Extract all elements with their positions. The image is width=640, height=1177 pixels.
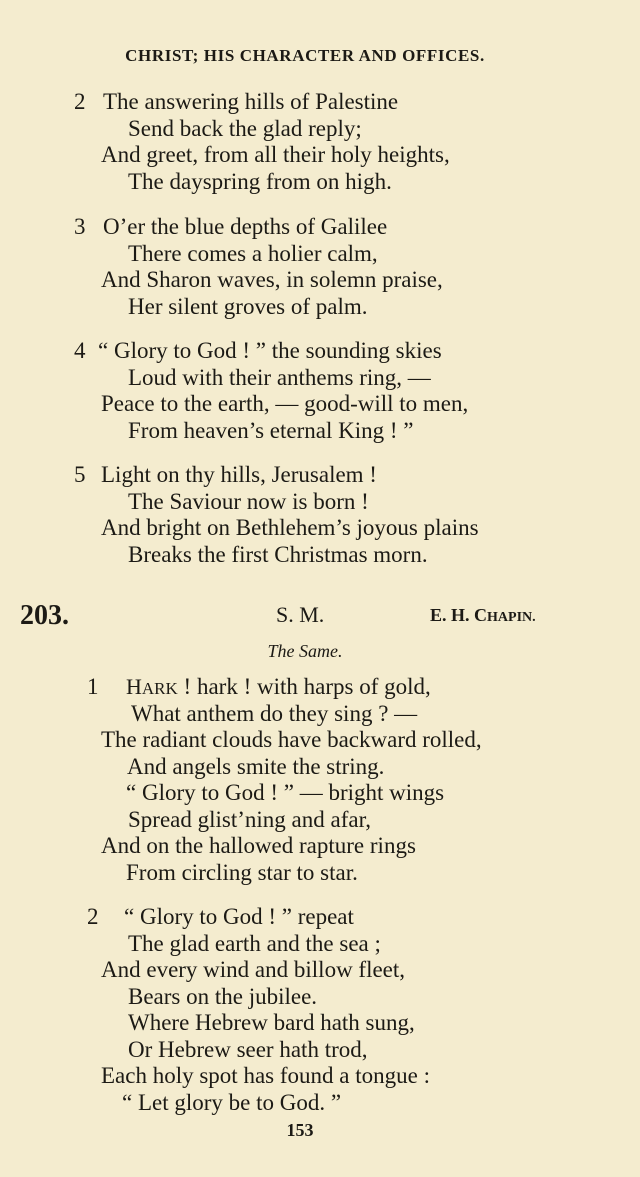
verse-line: “ Glory to God ! ” repeat (124, 904, 354, 929)
stanza-4-previous (0, 338, 640, 444)
stanza-number: 3 (74, 214, 86, 239)
verse-line: Breaks the first Christmas morn. (128, 541, 428, 567)
first-word-initial: H (126, 674, 142, 699)
verse-line: There comes a holier calm, (128, 240, 378, 266)
verse-line: The Saviour now is born ! (128, 488, 369, 514)
verse-line: Her silent groves of palm. (128, 293, 368, 319)
stanza-number: 5 (74, 462, 86, 487)
verse-line: From heaven’s eternal King ! ” (128, 417, 414, 443)
stanza-line (0, 89, 640, 116)
author-initials: E. H. (430, 605, 470, 625)
verse-line: And Sharon waves, in solemn praise, (101, 267, 443, 292)
verse-line: And greet, from all their holy heights, (101, 142, 450, 167)
verse-line: “ Let glory be to God. ” (122, 1089, 342, 1115)
verse-line: The dayspring from on high. (128, 168, 392, 194)
stanza-5-previous (0, 462, 640, 568)
verse-line: “ Glory to God ! ” the sounding skies (98, 338, 442, 363)
verse-line (126, 674, 431, 703)
verse-line: “ Glory to God ! ” — bright wings (126, 780, 445, 805)
page-number: 153 (286, 1120, 314, 1140)
verse-line: And on the hallowed rapture rings (101, 833, 416, 858)
verse-line: The glad earth and the sea ; (128, 930, 381, 956)
hymn-subtitle: The Same. (267, 641, 343, 661)
verse-line: Light on thy hills, Jerusalem ! (101, 462, 377, 487)
verse-line: And every wind and billow fleet, (101, 957, 406, 982)
author-surname-initial: C (474, 605, 488, 625)
stanza-number: 2 (74, 89, 86, 114)
verse-line: Peace to the earth, — good-will to men, (101, 391, 469, 416)
verse-line: Each holy spot has found a tongue : (101, 1063, 430, 1088)
verse-line: Loud with their anthems ring, — (128, 364, 431, 390)
hymn-author (430, 605, 536, 626)
verse-line: The radiant clouds have backward rolled, (101, 727, 482, 752)
verse-line: Bears on the jubilee. (128, 983, 318, 1009)
verse-line: Or Hebrew seer hath trod, (128, 1036, 368, 1062)
stanza-number: 4 (74, 338, 86, 363)
stanza-number: 1 (87, 674, 99, 699)
first-line-rest: ! hark ! with harps of gold, (177, 674, 431, 699)
verse-line: Send back the glad reply; (128, 115, 362, 141)
verse-line: And angels smite the string. (127, 753, 385, 779)
stanza-number: 2 (87, 904, 99, 929)
stanza-2 (0, 904, 640, 1116)
verse-line: From circling star to star. (126, 859, 358, 885)
hymn-meter: S. M. (276, 602, 325, 627)
verse-line: Spread glist’ning and afar, (128, 806, 372, 832)
verse-line: The answering hills of Palestine (103, 89, 399, 114)
verse-line: What anthem do they sing ? — (131, 700, 418, 726)
author-surname-rest: HAPIN. (487, 610, 536, 625)
stanza-2-previous (0, 89, 640, 195)
verse-line: Where Hebrew bard hath sung, (128, 1010, 415, 1035)
stanza-3-previous (0, 214, 640, 320)
verse-line: O’er the blue depths of Galilee (103, 214, 388, 239)
stanza-1 (0, 674, 640, 886)
running-head: CHRIST; HIS CHARACTER AND OFFICES. (125, 46, 485, 65)
first-word-rest: ARK (141, 679, 178, 698)
verse-line: And bright on Bethlehem’s joyous plains (101, 515, 479, 540)
hymn-number: 203. (20, 600, 69, 631)
hymn-header (0, 600, 640, 632)
